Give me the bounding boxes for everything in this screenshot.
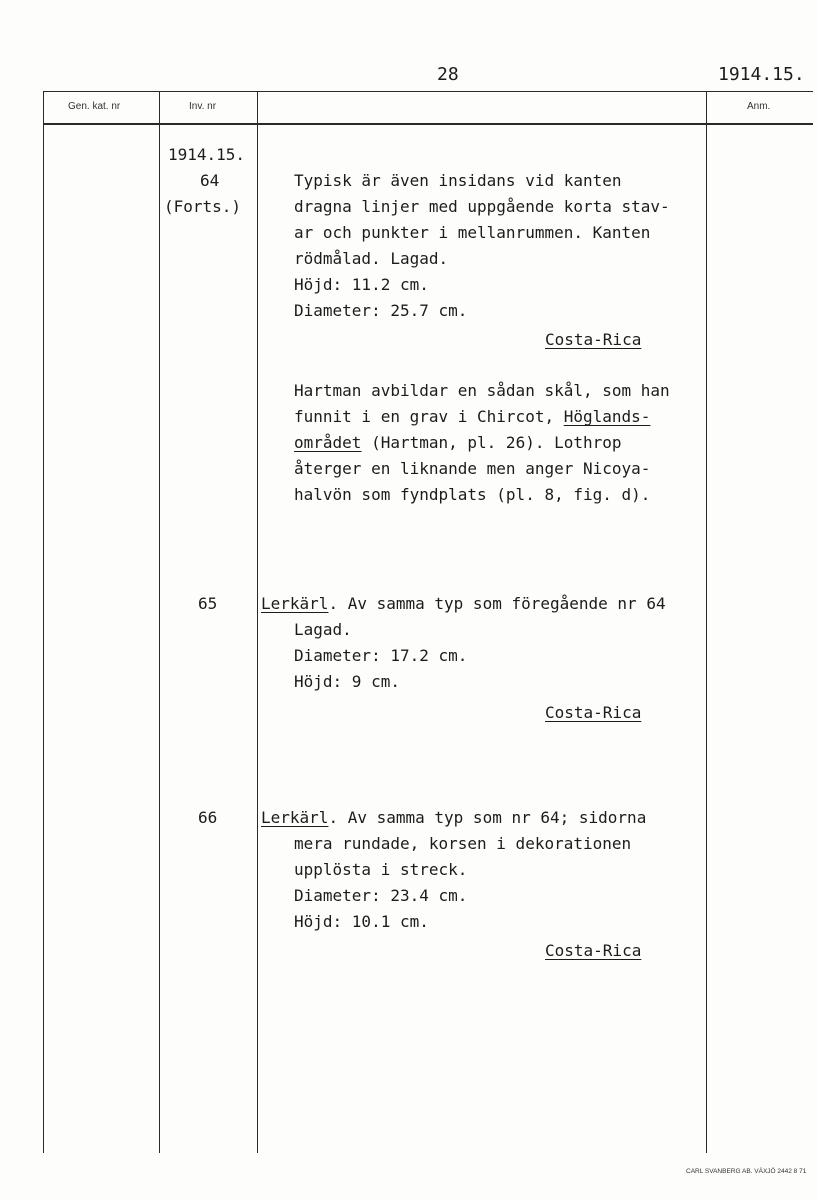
entry-66-line-2: mera rundade, korsen i dekorationen xyxy=(294,834,632,853)
entry-64-note-line-5: halvön som fyndplats (pl. 8, fig. d). xyxy=(294,485,651,504)
inv-number-64: 64 xyxy=(200,171,220,190)
divider-text-anm xyxy=(706,91,707,1153)
entry-66-first-line: . Av samma typ som nr 64; sidorna xyxy=(328,808,647,827)
entry-64-line-2: dragna linjer med uppgående korta stav- xyxy=(294,197,670,216)
entry-64-line-1: Typisk är även insidans vid kanten xyxy=(294,171,622,190)
entry-64-diameter: Diameter: 25.7 cm. xyxy=(294,301,468,320)
entry-64-note-line-3 xyxy=(294,430,622,456)
divider-gen-inv xyxy=(159,91,160,1153)
highland-region-term-part1: Höglands- xyxy=(563,407,651,426)
entry-66-line-3: upplösta i streck. xyxy=(294,860,468,879)
entry-65-title: Lerkärl xyxy=(261,594,329,613)
entry-66-title: Lerkärl xyxy=(261,808,329,827)
left-border xyxy=(43,91,44,1153)
column-header-gen-kat-nr: Gen. kat. nr xyxy=(68,101,121,112)
entry-64-note-line-4: återger en liknande men anger Nicoya- xyxy=(294,459,651,478)
inv-continued-label: (Forts.) xyxy=(164,197,242,216)
divider-inv-text xyxy=(257,91,258,1153)
note-line-3-text: (Hartman, pl. 26). Lothrop xyxy=(361,433,622,452)
page-number: 28 xyxy=(437,64,459,85)
entry-64-line-3: ar och punkter i mellanrummen. Kanten xyxy=(294,223,651,242)
note-line-2-text: funnit i en grav i Chircot, xyxy=(294,407,564,426)
entry-66-height: Höjd: 10.1 cm. xyxy=(294,912,429,931)
column-header-inv-nr: Inv. nr xyxy=(189,101,217,112)
entry-66-diameter: Diameter: 23.4 cm. xyxy=(294,886,468,905)
entry-64-line-4: rödmålad. Lagad. xyxy=(294,249,449,268)
inv-number-1914-15: 1914.15. xyxy=(168,145,246,164)
entry-64-location: Costa-Rica xyxy=(545,330,642,349)
entry-65-diameter: Diameter: 17.2 cm. xyxy=(294,646,468,665)
entry-66-location: Costa-Rica xyxy=(545,941,642,960)
catalog-number-header: 1914.15. xyxy=(718,64,805,85)
entry-65-first-line: . Av samma typ som föregående nr 64 xyxy=(328,594,666,613)
column-header-anm: Anm. xyxy=(747,101,771,112)
inv-number-66: 66 xyxy=(198,808,218,827)
entry-64-note-line-2 xyxy=(294,404,650,430)
entry-65-height: Höjd: 9 cm. xyxy=(294,672,400,691)
entry-65-line-2: Lagad. xyxy=(294,620,352,639)
entry-66-line-1 xyxy=(261,805,646,831)
entry-65-line-1 xyxy=(261,591,666,617)
printer-mark: CARL SVANBERG AB. VÄXJÖ 2442 8 71 xyxy=(686,1168,807,1175)
entry-65-location: Costa-Rica xyxy=(545,703,642,722)
highland-region-term-part2: området xyxy=(294,433,362,452)
inv-number-65: 65 xyxy=(198,594,218,613)
entry-64-height: Höjd: 11.2 cm. xyxy=(294,275,429,294)
entry-64-note-line-1: Hartman avbildar en sådan skål, som han xyxy=(294,381,670,400)
